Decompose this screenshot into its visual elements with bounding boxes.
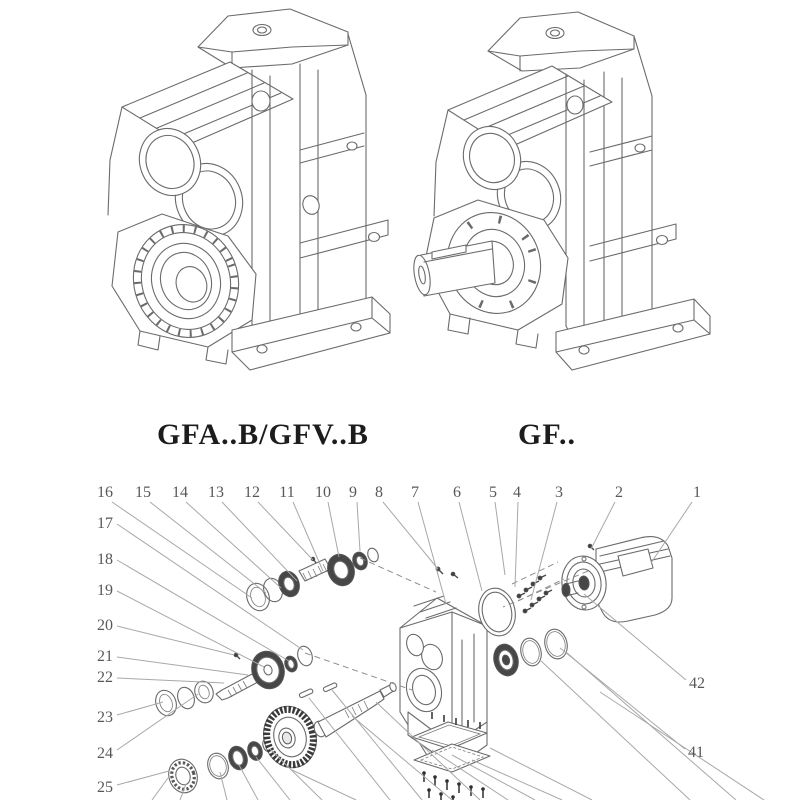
- part-number-15: 15: [135, 484, 151, 501]
- shaft-keys: [299, 682, 338, 698]
- housing-right-wall: [300, 34, 388, 335]
- part-number-19: 19: [97, 582, 113, 599]
- part-number-18: 18: [97, 551, 113, 568]
- leader-line: [328, 502, 339, 557]
- lower-bearing-cluster: [164, 737, 274, 797]
- part-number-17: 17: [97, 515, 113, 532]
- leader-line: [383, 502, 438, 569]
- leader-line: [239, 765, 258, 800]
- figure-label-gfa-gfv: GFA..B/GFV..B: [157, 418, 369, 451]
- part-number-1: 1: [693, 484, 701, 501]
- part-number-14: 14: [172, 484, 188, 501]
- leader-line: [117, 702, 163, 715]
- part-number-12: 12: [244, 484, 260, 501]
- part-number-8: 8: [375, 484, 383, 501]
- part-number-9: 9: [349, 484, 357, 501]
- gfa-gfv-housing-drawing: [108, 9, 390, 370]
- electric-motor: [558, 537, 672, 622]
- leader-line: [186, 502, 281, 588]
- leader-line: [150, 502, 266, 593]
- part-number-13: 13: [208, 484, 224, 501]
- part-number-3: 3: [555, 484, 563, 501]
- part-number-10: 10: [315, 484, 331, 501]
- exploded-view: [152, 537, 672, 800]
- leader-line: [357, 502, 360, 551]
- part-number-11: 11: [279, 484, 295, 501]
- part-number-22: 22: [97, 669, 113, 686]
- part-number-42: 42: [689, 675, 705, 692]
- housing-top-cap: [488, 12, 634, 71]
- part-number-24: 24: [97, 745, 113, 762]
- part-number-41: 41: [688, 744, 704, 761]
- leader-line: [117, 626, 234, 655]
- part-number-21: 21: [97, 648, 113, 665]
- part-number-20: 20: [97, 617, 113, 634]
- leader-line: [117, 657, 248, 675]
- assembly-axis-line: [512, 562, 558, 584]
- part-number-23: 23: [97, 709, 113, 726]
- housing-right-wall: [590, 36, 676, 338]
- assembly-axis-line: [360, 558, 436, 592]
- part-number-25: 25: [97, 779, 113, 796]
- leader-line: [459, 502, 482, 591]
- retaining-ring: [518, 636, 544, 668]
- leader-line: [490, 748, 592, 800]
- assembly-axis-line: [305, 653, 412, 690]
- leader-line: [515, 502, 518, 587]
- leader-line: [293, 502, 323, 571]
- leader-line: [258, 502, 313, 560]
- part-number-2: 2: [615, 484, 623, 501]
- housing-top-cap: [198, 9, 348, 68]
- leader-line: [472, 760, 562, 800]
- leader-line: [152, 778, 168, 800]
- leader-line: [117, 524, 303, 650]
- seal-ring: [542, 627, 571, 661]
- part-number-5: 5: [489, 484, 497, 501]
- leader-line: [117, 678, 224, 683]
- gf-housing-drawing: [411, 12, 710, 370]
- part-number-7: 7: [411, 484, 419, 501]
- part-number-6: 6: [453, 484, 461, 501]
- leader-line: [292, 770, 356, 800]
- leader-line: [452, 755, 535, 800]
- part-number-16: 16: [97, 484, 113, 501]
- leader-line: [418, 502, 446, 604]
- leader-line: [117, 591, 264, 667]
- leader-line: [651, 502, 692, 563]
- large-gear: [257, 700, 323, 773]
- input-shaft-assembly: [243, 547, 380, 614]
- output-bearing: [490, 642, 521, 679]
- figure-label-gf: GF..: [518, 418, 576, 451]
- leader-line: [112, 502, 252, 598]
- part-number-4: 4: [513, 484, 521, 501]
- leader-line: [531, 502, 557, 600]
- leader-line: [117, 771, 169, 785]
- leader-line: [495, 502, 505, 575]
- leader-line: [540, 660, 690, 800]
- leader-line: [591, 502, 615, 549]
